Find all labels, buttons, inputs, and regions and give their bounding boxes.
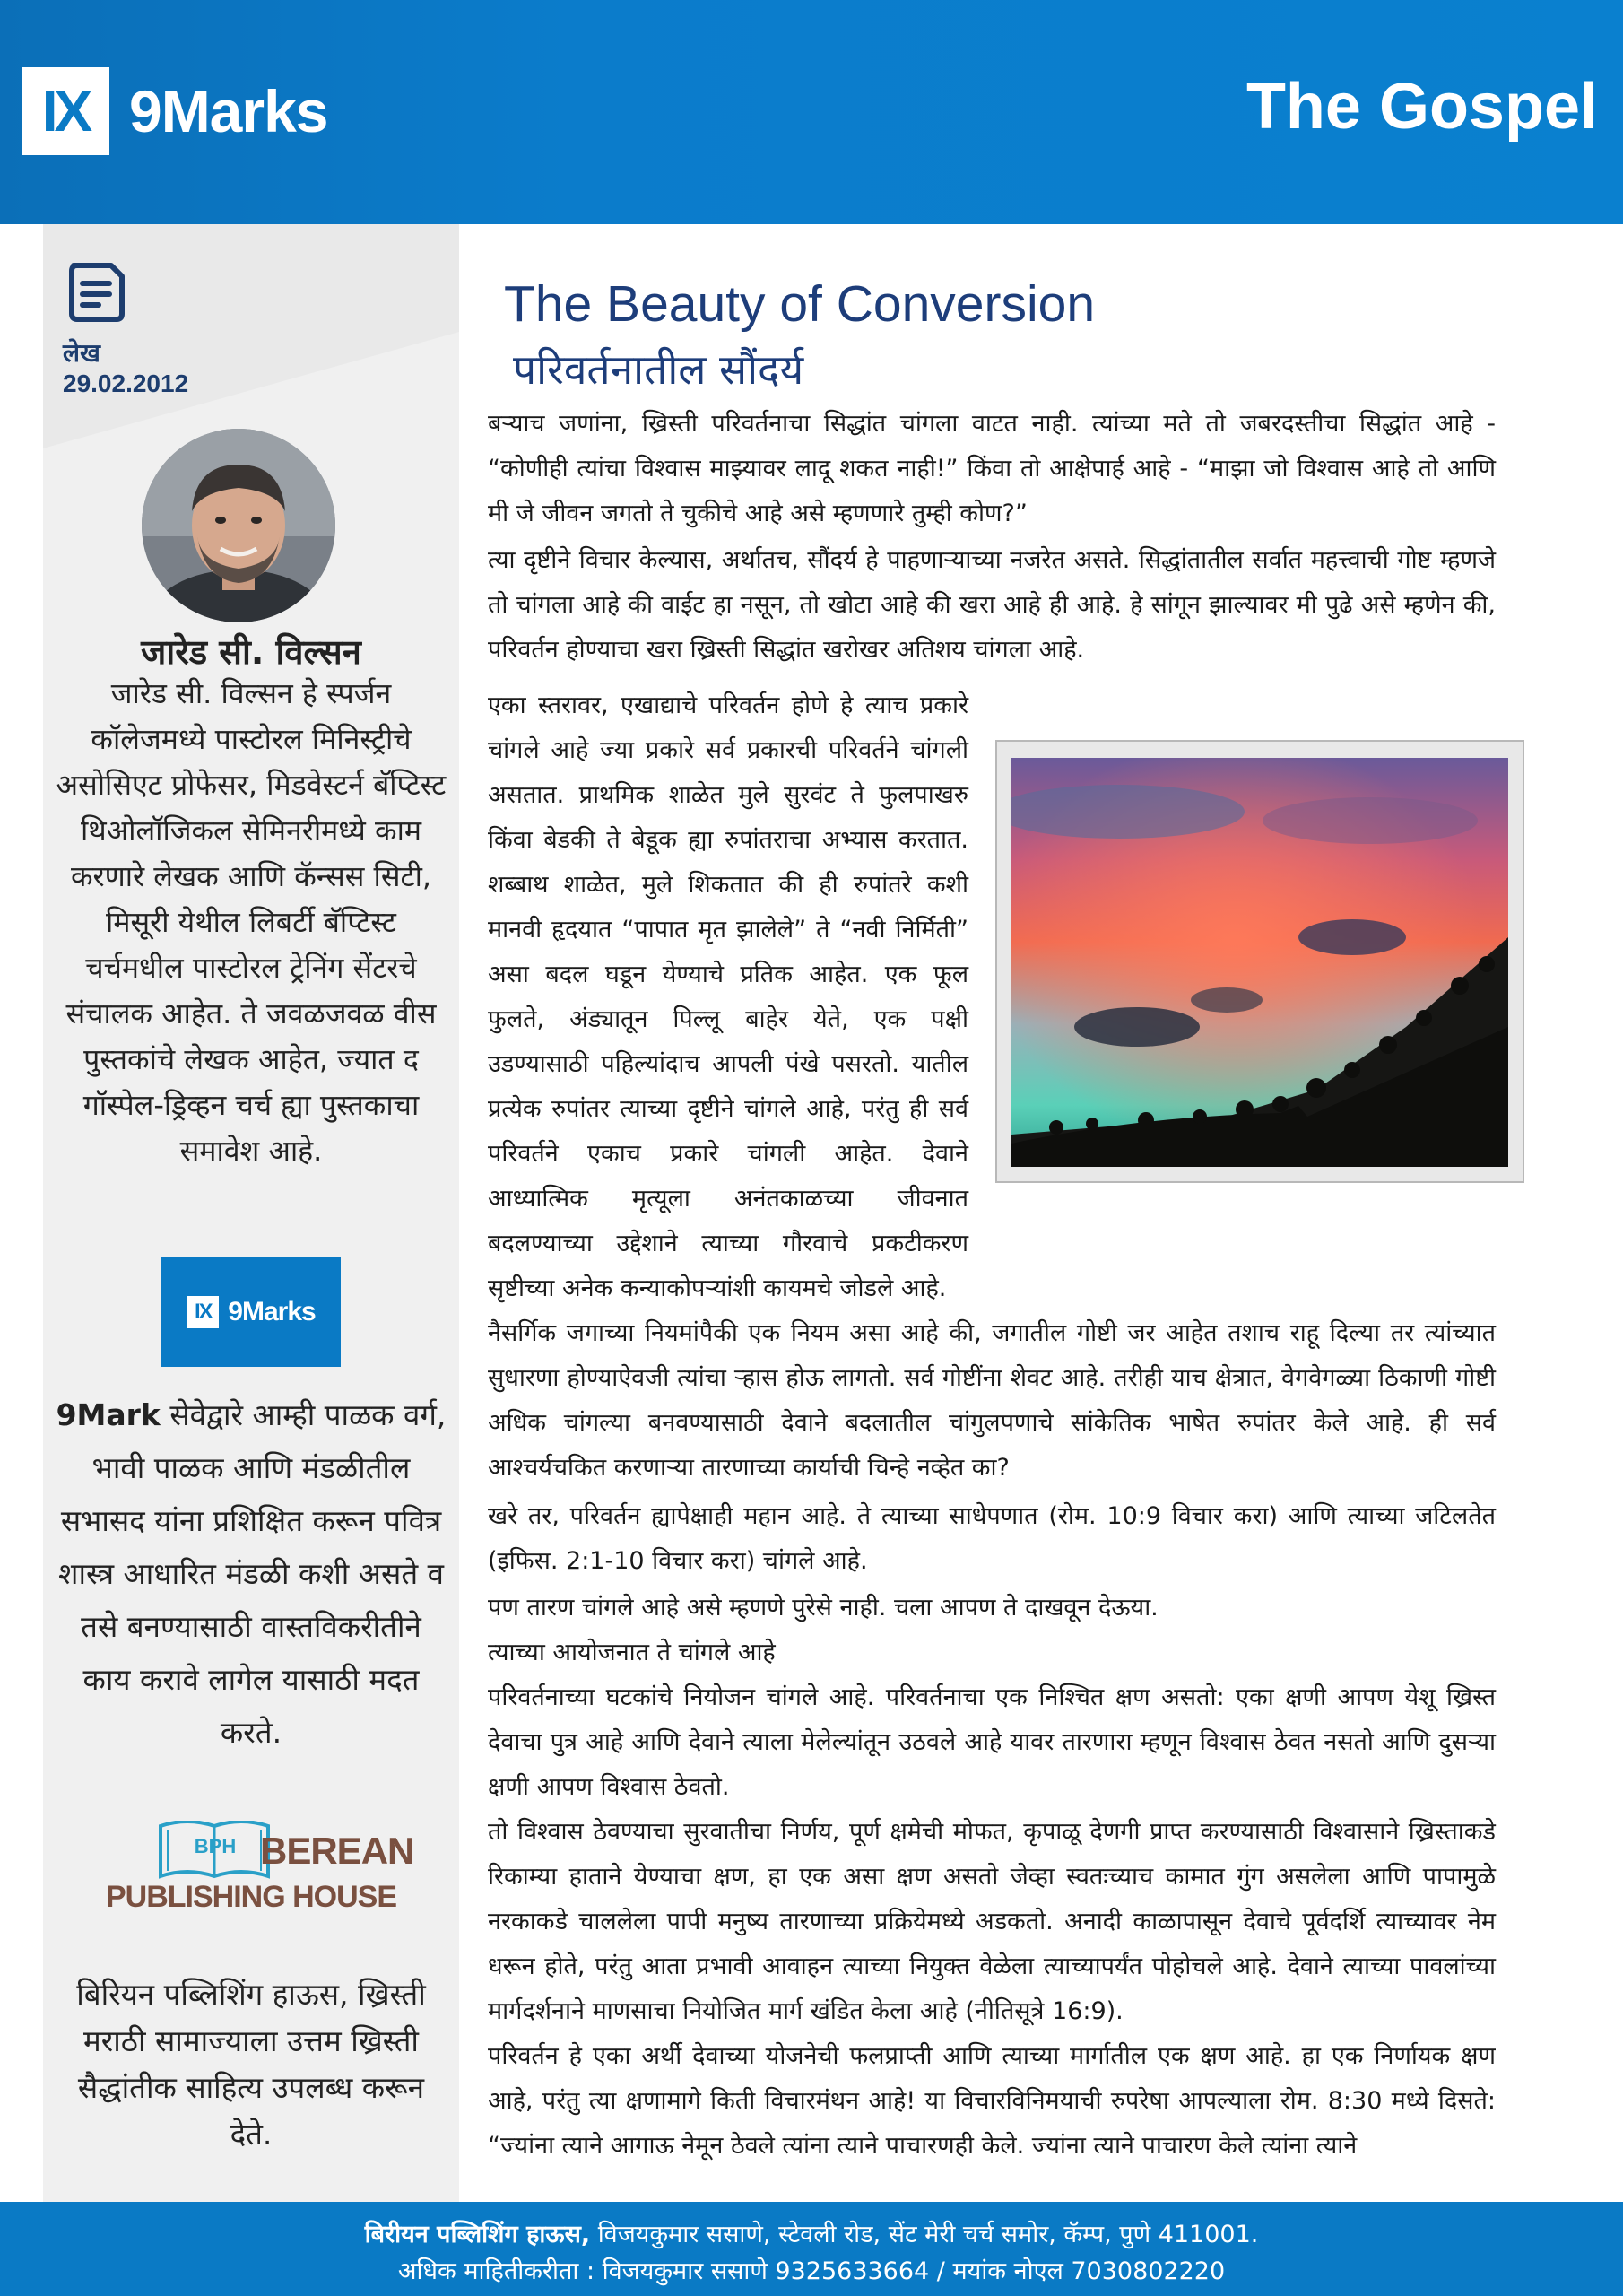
page-footer <box>0 2202 1623 2296</box>
9marks-badge[interactable] <box>161 1257 341 1367</box>
bph-description: बिरियन पब्लिशिंग हाऊस, ख्रिस्ती मराठी सामाज्याला उत्तम ख्रिस्ती सैद्धांतीक साहित्य उपलब्ध करून देते. <box>76 1977 426 2152</box>
ministry-name: 9Mark <box>56 1397 161 1432</box>
footer-address-text: विजयकुमार ससाणे, स्टेवली रोड, सेंट मेरी चर्च समोर, कॅम्प, पुणे 411001. <box>590 2221 1259 2248</box>
paragraph-6: पण तारण चांगले आहे असे म्हणणे पुरेसे नाही. चला आपण ते दाखवून देऊया. <box>488 1594 1159 1622</box>
author-name: जारेड सी. विल्सन <box>141 632 361 672</box>
bph-line1: BEREAN <box>260 1830 414 1872</box>
subheading: त्याच्या आयोजनात ते चांगले आहे <box>488 1639 776 1666</box>
paragraph-5: खरे तर, परिवर्तन ह्यापेक्षाही महान आहे. ते त्याच्या साधेपणात (रोम. 10:9 विचार करा) आणि त्याच्या जटिलतेत (इफिस. 2:1-10 विचार करा) चांगले आहे. <box>488 1502 1496 1575</box>
paragraph-4: नैसर्गिक जगाच्या नियमांपैकी एक नियम असा आहे की, जगातील गोष्टी जर आहेत तशाच राहू दिल्या तर त्यांच्यात सुधारणा होण्याऐवजी त्यांचा ऱ्हास होऊ लागतो. सर्व गोष्टींना शेवट आहे. तरीही याच क्षेत्रात, वेगवेगळ्या ठिकाणी गोष्टी अधिक चांगल्या बनवण्यासाठी देवाने बदलातील चांगुलपणाचे सांकेतिक भाषेत रुपांतर केले आहे. ही सर्व आश्चर्यचकित करणाऱ्या तारणाच्या कार्याची चिन्हे नव्हेत का? <box>488 1319 1496 1482</box>
footer-contact: अधिक माहितीकरीता : विजयकुमार ससाणे 9325633664 / मयांक नोएल 7030802220 <box>397 2257 1226 2285</box>
bph-mark: BPH <box>194 1835 237 1857</box>
section-title: The Gospel <box>1245 71 1598 143</box>
page-header <box>0 0 1623 224</box>
paragraph-9: तो विश्वास ठेवण्याचा सुरवातीचा निर्णय, पूर्ण क्षमेची मोफत, कृपाळू देणगी प्राप्त करण्यासाठी विश्वासाने ख्रिस्ताकडे रिकाम्या हाताने येण्याचा क्षण, हा एक असा क्षण असतो जेव्हा स्वतःच्याच कामात गुंग असलेला आणि पापामुळे नरकाकडे चाललेला पापी मनुष्य तारणाच्या प्रक्रियेमध्ये अडकतो. अनादी काळापासून देवाचे पूर्वदर्शि त्याच्यावर नेम धरून होते, परंतु आता प्रभावी आवाहन त्याच्या नियुक्त वेळेला त्याच्यापर्यंत पोहोचले आहे. देवाने त्याच्या पावलांच्या मार्गदर्शनाने माणसाचा नियोजित मार्ग खंडित केला आहे (नीतिसूत्रे 16:9). <box>488 1818 1496 2025</box>
sunset-photo <box>1011 758 1508 1167</box>
author-avatar <box>142 429 335 622</box>
logo-text: 9Marks <box>129 78 328 144</box>
article-title-english: The Beauty of Conversion <box>504 275 1096 333</box>
paragraph-2: त्या दृष्टीने विचार केल्यास, अर्थातच, सौंदर्य हे पाहणाऱ्याच्या नजरेत असते. सिद्धांतातील सर्वात महत्त्वाची गोष्ट म्हणजे तो चांगला आहे की वाईट हा नसून, तो खोटा आहे की खरा आहे ही आहे. हे सांगून झाल्यावर मी पुढे असे म्हणेन की, परिवर्तन होण्याचा खरा ख्रिस्ती सिद्धांत खरोखर अतिशय चांगला आहे. <box>488 546 1496 664</box>
paragraph-8: परिवर्तनाच्या घटकांचे नियोजन चांगले आहे. परिवर्तनाचा एक निश्चित क्षण असतो: एका क्षणी आपण येशू ख्रिस्त देवाचा पुत्र आहे आणि देवाने त्याला मेलेल्यांतून उठवले आहे यावर तारणारा म्हणून विश्वास ठेवत नसतो आणि दुसऱ्या क्षणी आपण विश्वास ठेवतो. <box>488 1683 1496 1801</box>
ministry-description <box>54 1388 448 1759</box>
paragraph-10: परिवर्तन हे एका अर्थी देवाच्या योजनेची फलप्राप्ती आणि त्याच्या मार्गातील एक क्षण आहे. हा एक निर्णायक क्षण आहे, परंतु त्या क्षणामागे किती विचारमंथन आहे! या विचारविनिमयाची रुपरेषा आपल्याला रोम. 8:30 मध्ये दिसते: “ज्यांना त्याने आगाऊ नेमून ठेवले त्यांना त्याने पाचारणही केले. ज्यांना त्याने पाचारण केले त्यांना त्याने <box>488 2042 1496 2160</box>
article-title-marathi: परिवर्तनातील सौंदर्य <box>513 345 804 394</box>
document-icon <box>65 260 129 325</box>
9marks-logo[interactable] <box>22 67 328 155</box>
paragraph-3: एका स्तरावर, एखाद्याचे परिवर्तन होणे हे त्याच प्रकारे चांगले आहे ज्या प्रकारे सर्व प्रकारची परिवर्तने चांगली असतात. प्राथमिक शाळेत मुले सुरवंट ते फुलपाखरु किंवा बेडकी ते बेडूक ह्या रुपांतराचा अभ्यास करतात. शब्बाथ शाळेत, मुले शिकतात की ही रुपांतरे कशी मानवी हृदयात “पापात मृत झालेले” ते “नवी निर्मिती” असा बदल घडून येण्याचे प्रतिक आहेत. एक फूल फुलते, अंड्यातून पिल्लू बाहेर येते, एक पक्षी उडण्यासाठी पहिल्यांदाच आपली पंखे पसरतो. यातील प्रत्येक रुपांतर त्याच्या दृष्टीने चांगले आहे, परंतु ही सर्व परिवर्तने एकाच प्रकारे चांगली आहेत. देवाने आध्यात्मिक मृत्यूला अनंतकाळच्या जीवनात बदलण्याच्या उद्देशाने त्याच्या गौरवाचे प्रकटीकरण सृष्टीच्या अनेक कन्याकोपऱ्यांशी कायमचे जोडले आहे. <box>488 691 968 1302</box>
article-image-frame <box>995 740 1524 1183</box>
author-bio: जारेड सी. विल्सन हे स्पर्जन कॉलेजमध्ये पास्टोरल मिनिस्ट्रीचे असोसिएट प्रोफेसर, मिडवेस्टर्न बॅप्टिस्ट थिओलॉजिकल सेमिनरीमध्ये काम करणारे लेखक आणि कॅन्सस सिटी, मिसूरी येथील लिबर्टी बॅप्टिस्ट चर्चमधील पास्टोरल ट्रेनिंग सेंटरचे संचालक आहेत. ते जवळजवळ वीस पुस्तकांचे लेखक आहेत, ज्यात द गॉस्पेल-ड्रिव्हन चर्च ह्या पुस्तकाचा समावेश आहे. <box>56 676 447 1168</box>
paragraph-1: बऱ्याच जणांना, ख्रिस्ती परिवर्तनाचा सिद्धांत चांगला वाटत नाही. त्यांच्या मते तो जबरदस्तीचा सिद्धांत आहे - “कोणीही त्यांचा विश्वास माझ्यावर लादू शकत नाही!” किंवा तो आक्षेपार्ह आहे - “माझा जो विश्वास आहे तो आणि मी जे जीवन जगतो ते चुकीचे आहे असे म्हणणारे तुम्ही कोण?” <box>488 410 1496 527</box>
bph-line2: PUBLISHING HOUSE <box>105 1880 397 1914</box>
logo-mark: IX <box>22 67 109 155</box>
footer-org: बिरीयन पब्लिशिंग हाऊस, <box>364 2221 591 2248</box>
berean-publishing-logo[interactable] <box>81 1821 421 1919</box>
ministry-text: सेवेद्वारे आम्ही पाळक वर्ग, भावी पाळक आणि मंडळीतील सभासद यांना प्रशिक्षित करून पवित्र शास्त्र आधारित मंडळी कशी असते व तसे बनण्यासाठी वास्तविकरीतीने काय करावे लागेल यासाठी मदत करते. <box>58 1397 447 1750</box>
article-type: लेख <box>63 338 100 368</box>
article-date: 29.02.2012 <box>63 370 189 397</box>
badge-text: 9Marks <box>228 1297 316 1326</box>
badge-mark: IX <box>187 1296 219 1328</box>
footer-address <box>0 2216 1623 2249</box>
